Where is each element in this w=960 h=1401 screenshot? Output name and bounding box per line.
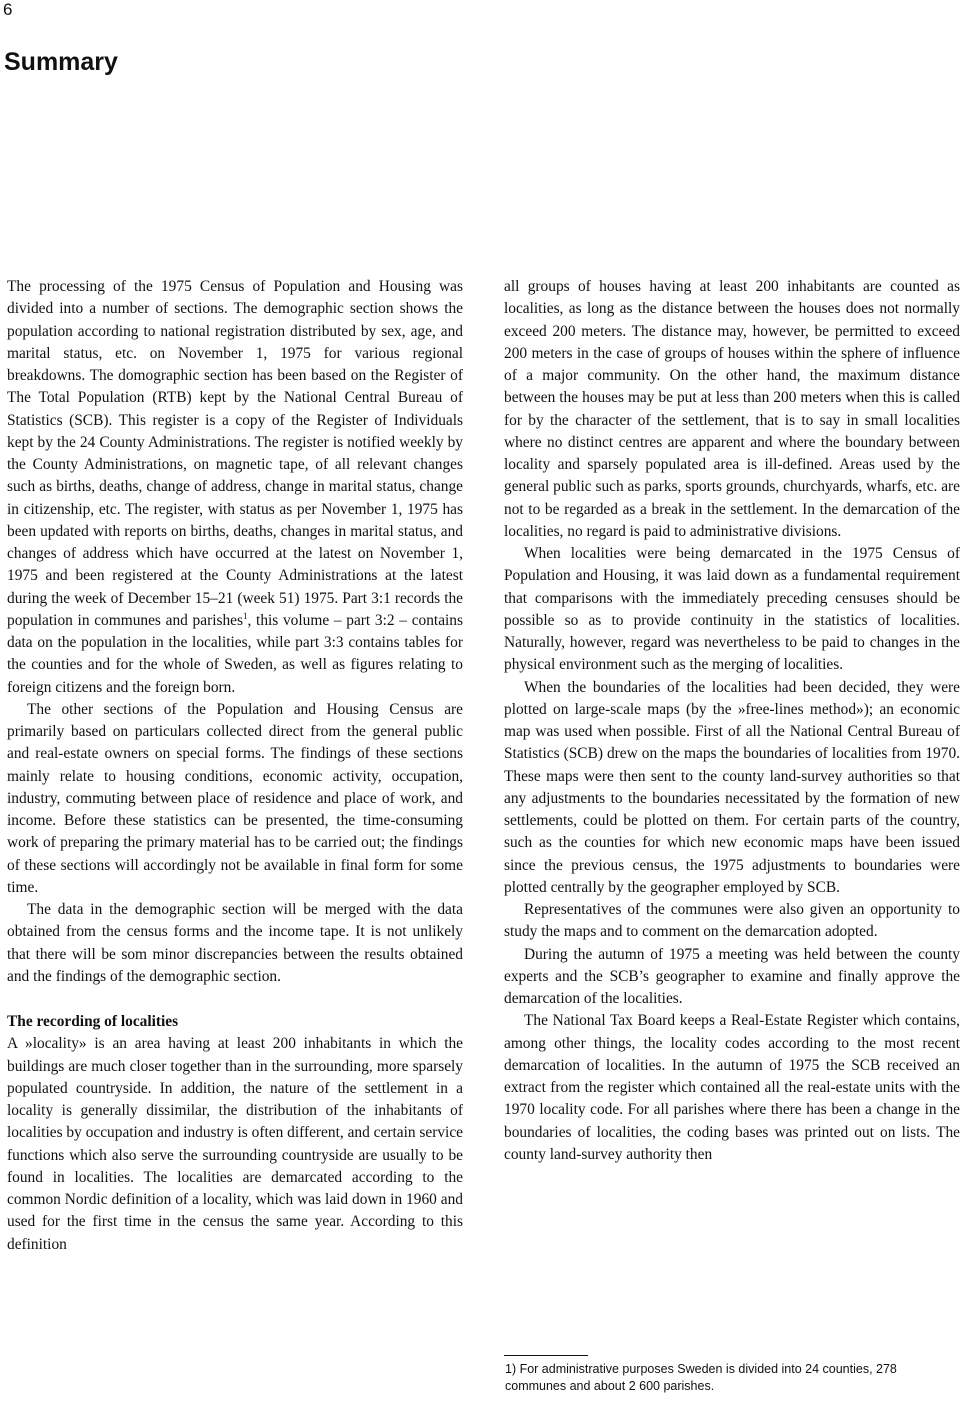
paragraph-meeting: During the autumn of 1975 a meeting was held between the county experts and the SCB’s geographer to examine and finally approve the demarcation of the localities.	[504, 945, 960, 1007]
section-heading: The recording of localities	[7, 1013, 179, 1030]
paragraph-demarcation: When localities were being demarcated in the 1975 Census of Population and Housing, it was laid down as a fundamental requirement that comparisons with the immediately preceding censuses should be possible so as to provide continuity in the statistics of localities. Naturally, however, regard was nevertheless to be paid to changes in the physical environment such as the merging of localities.	[504, 545, 960, 674]
paragraph-groups-of-houses: all groups of houses having at least 200 inhabitants are counted as localities, as long as the distance between the houses does not normally exceed 200 meters. The distance may, however, be permitted to exceed 200 meters in the case of groups of houses within the sphere of influence of a major community. On the other hand, the maximum distance between the houses may be put at less than 200 meters when this is called for by the character of the settlement, that is to say in small localities where no distinct centres are apparent and where the boundary between locality and sparsely populated area is ill-defined. Areas used by the general public such as parks, sports grounds, churchyards, wharfs, etc. are not to be regarded as a break in the settlement. In the demarcation of the localities, no regard is paid to administrative divisions.	[504, 278, 960, 540]
paragraph-intro-tail: , this volume – part 3:2 – contains data on the population in the localities, while part 3:3 contains tables for the counties and for the whole of Sweden, as well as figures relating to foreign citizens and the foreign born.	[7, 611, 463, 696]
paragraph-intro-text: The processing of the 1975 Census of Population and Housing was divided into a number of sections. The demographic section shows the population according to national registration distributed by sex, age, and marital status, etc. on November 1, 1975 for various regional breakdowns. The domographic section has been based on the Register of The Total Population (RTB) kept by the National Central Bureau of Statistics (SCB). This register is a copy of the Register of Individuals kept by the 24 County Administrations. The register is notified weekly by the County Administrations, on magnetic tape, of all relevant changes such as births, deaths, change of address, change in marital status, change in citizenship, etc. The register, with status as per November 1, 1975 has been updated with reports on births, deaths, changes in marital status, and changes of address which have occurred at the latest on November 1, 1975 and been registered at the County Administrations at the latest during the week of December 15–21 (week 51) 1975. Part 3:1 records the population in communes and parishes	[7, 278, 463, 629]
paragraph-boundaries-plotted: When the boundaries of the localities had been decided, they were plotted on large-scale maps (by the »free-lines method»); an economic map was used when possible. First of all the National Central Bureau of Statistics (SCB) drew on the maps the boundaries of localities from 1970. These maps were then sent to the county land-survey authorities so that any adjustments to the boundaries necessitated by the formation of new settlements, could be plotted on them. For certain parts of the country, such as the counties for which new economic maps have been issued since the previous census, the 1975 adjustments to boundaries were plotted centrally by the geographer employed by SCB.	[504, 678, 960, 896]
footnote-reference: 1	[242, 610, 248, 621]
paragraph-representatives: Representatives of the communes were also given an opportunity to study the maps and to comment on the demarcation adopted.	[504, 901, 960, 941]
paragraph-merge: The data in the demographic section will be merged with the data obtained from the census forms and the income tape. It is not unlikely that there will be som minor discrepancies between the results obtained and the findings of the demographic section.	[7, 901, 463, 985]
page-title: Summary	[4, 48, 118, 76]
page-number: 6	[3, 0, 13, 19]
paragraph-locality-definition: A »locality» is an area having at least 200 inhabitants in which the buildings are much closer together than in the surrounding, more sparsely populated countryside. In addition, the nature of the settlement in a locality is generally dissimilar, the distribution of the inhabitants of localities by occupation and industry is often different, and certain service functions which also serve the surrounding countryside are usually to be found in localities. The localities are demarcated according to the common Nordic definition of a locality, which was laid down in 1960 and used for the first time in the census the same year. According to this definition	[7, 1035, 463, 1253]
footnote-divider	[504, 1355, 588, 1356]
footnote: 1) For administrative purposes Sweden is divided into 24 counties, 278 communes and about 2 600 parishes.	[505, 1362, 897, 1393]
left-column	[7, 276, 463, 1256]
paragraph-tax-board: The National Tax Board keeps a Real-Estate Register which contains, among other things, the locality codes according to the most recent demarcation of localities. In the autumn of 1975 the SCB received an extract from the register which contained all the real-estate units with the 1970 locality code. For all parishes where there has been a change in the boundaries of localities, the coding bases was printed out on lists. The county land-survey authority then	[504, 1012, 960, 1163]
paragraph-other-sections: The other sections of the Population and Housing Census are primarily based on particulars collected direct from the general public and real-estate owners on special forms. The findings of these sections mainly relate to housing conditions, economic activity, occupation, industry, commuting between place of residence and place of work, and income. Before these statistics can be presented, the time-consuming work of preparing the primary material has to be carried out; the findings of these sections will accordingly not be available in final form for some time.	[7, 700, 463, 896]
right-column	[504, 276, 960, 1166]
paragraph-intro	[7, 276, 463, 699]
